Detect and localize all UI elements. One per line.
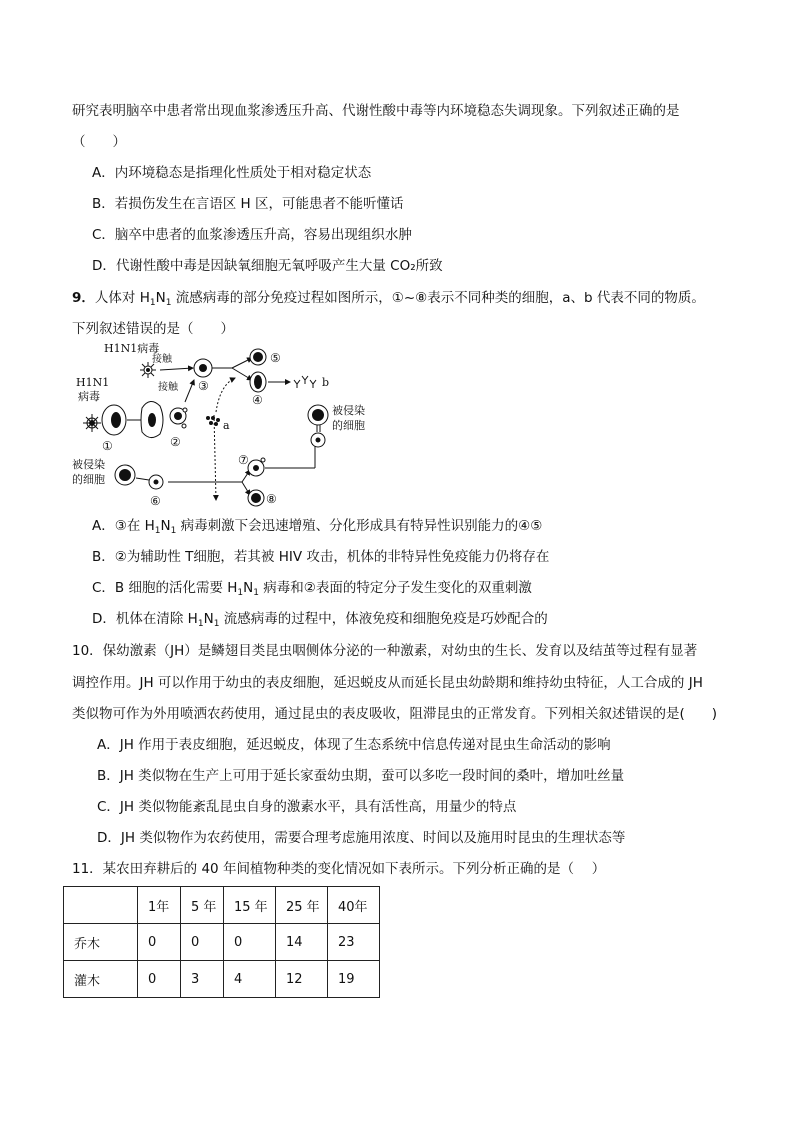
q9-option-d-p2: N <box>203 611 214 627</box>
cell-effector-icon <box>311 433 325 447</box>
table-cell: 12 <box>276 961 328 998</box>
q9-stem-line1 <box>72 288 705 308</box>
infected-cell-right-icon <box>308 405 328 425</box>
label-n6: ⑥ <box>150 494 161 508</box>
table-row <box>64 961 380 998</box>
table-cell: 0 <box>224 924 276 961</box>
q9-option-c-p3: 病毒和②表面的特定分子发生变化的双重刺激 <box>259 580 532 596</box>
q8-option-a: A．内环境稳态是指理化性质处于相对稳定状态 <box>92 165 372 181</box>
q9-stem-c: 流感病毒的部分免疫过程如图所示，①~⑧表示不同种类的细胞，a、b 代表不同的物质。 <box>171 290 705 306</box>
q9-option-c-sub1: 1 <box>237 588 244 598</box>
table-cell: 4 <box>224 961 276 998</box>
q9-option-a-p1: A．③在 H <box>92 518 155 534</box>
q11-stem: 11．某农田弃耕后的 40 年间植物种类的变化情况如下表所示。下列分析正确的是（ ） <box>72 861 606 877</box>
q9-option-a-p3: 病毒刺激下会迅速增殖、分化形成具有特异性识别能力的④⑤ <box>176 518 543 534</box>
q9-stem-b: N <box>155 290 166 306</box>
cell-1-icon <box>102 405 126 435</box>
table-header-cell: 15 年 <box>224 887 276 924</box>
table-cell: 23 <box>328 924 380 961</box>
label-b: b <box>322 376 330 389</box>
label-contact-1: 接触 <box>152 354 172 365</box>
label-virus-left-2: 病毒 <box>78 390 100 403</box>
q8-stem-line1: 研究表明脑卒中患者常出现血浆渗透压升高、代谢性酸中毒等内环境稳态失调现象。下列叙述正确的是 <box>72 103 680 119</box>
q9-option-a <box>92 516 542 536</box>
q9-option-a-sub2: 1 <box>170 526 177 536</box>
table-header-cell: 40年 <box>328 887 380 924</box>
q8-option-c: C．脑卒中患者的血浆渗透压升高，容易出现组织水肿 <box>92 227 412 243</box>
cell-4-icon <box>250 372 266 392</box>
q9-option-d-p1: D．机体在清除 H <box>92 611 198 627</box>
q9-option-c-p1: C．B 细胞的活化需要 H <box>92 580 238 596</box>
table-cell: 19 <box>328 961 380 998</box>
table-header-cell: 25 年 <box>276 887 328 924</box>
q9-stem-line2: 下列叙述错误的是（ ） <box>72 321 234 337</box>
label-virus-left-1: H1N1 <box>76 376 110 389</box>
virus-left-icon <box>83 414 101 432</box>
table-header-cell: 1年 <box>138 887 181 924</box>
substance-a-icon <box>206 416 220 426</box>
immune-process-diagram <box>70 340 400 510</box>
table-header-cell: 5 年 <box>181 887 224 924</box>
q10-option-c: C．JH 类似物能紊乱昆虫自身的激素水平，具有活性高，用量少的特点 <box>97 799 517 815</box>
q9-stem-a: 人体对 H <box>94 290 150 306</box>
q9-option-d-sub2: 1 <box>213 619 220 629</box>
label-infected-right-1: 被侵染 <box>332 404 365 417</box>
table-cell: 灌木 <box>64 961 138 998</box>
cell-7-icon <box>248 458 265 476</box>
label-n8: ⑧ <box>266 492 277 506</box>
q9-option-a-p2: N <box>160 518 171 534</box>
cell-helper-icon <box>141 401 163 437</box>
table-cell: 0 <box>138 924 181 961</box>
label-n1: ① <box>102 439 113 453</box>
label-n3: ③ <box>198 379 209 393</box>
table-header-row <box>64 887 380 924</box>
table-cell: 3 <box>181 961 224 998</box>
table-row <box>64 924 380 961</box>
label-n7: ⑦ <box>238 453 249 467</box>
q8-option-d: D．代谢性酸中毒是因缺氧细胞无氧呼吸产生大量 CO₂所致 <box>92 258 443 274</box>
q11-table <box>63 886 380 998</box>
table-cell: 乔木 <box>64 924 138 961</box>
q9-option-a-sub1: 1 <box>154 526 161 536</box>
table-cell: 0 <box>138 961 181 998</box>
q10-option-b: B．JH 类似物在生产上可用于延长家蚕幼虫期，蚕可以多吃一段时间的桑叶，增加吐丝量 <box>97 768 625 784</box>
antibody-b-icon <box>294 376 316 388</box>
q9-sub1: 1 <box>149 298 156 308</box>
q9-sub2: 1 <box>165 298 172 308</box>
q10-option-d: D．JH 类似物作为农药使用，需要合理考虑施用浓度、时间以及施用时昆虫的生理状态等 <box>97 830 626 846</box>
q9-option-c-sub2: 1 <box>253 588 259 598</box>
infected-cell-left-icon <box>115 465 135 485</box>
q10-stem-line3: 类似物可作为外用喷洒农药使用，通过昆虫的表皮吸收，阻滞昆虫的正常发育。下列相关叙述错误的是( ) <box>72 706 718 722</box>
table-cell: 0 <box>181 924 224 961</box>
label-virus-top: H1N1病毒 <box>104 342 160 355</box>
q9-option-d-sub1: 1 <box>197 619 204 629</box>
q8-stem-line2: （ ） <box>72 134 126 150</box>
cell-5-icon <box>250 349 266 365</box>
label-infected-left-1: 被侵染 <box>72 458 105 471</box>
q9-option-b: B．②为辅助性 T细胞，若其被 HIV 攻击，机体的非特异性免疫能力仍将存在 <box>92 549 550 565</box>
label-n5: ⑤ <box>270 351 281 365</box>
label-infected-right-2: 的细胞 <box>332 419 365 432</box>
label-n2: ② <box>170 435 181 449</box>
cell-6-icon <box>136 475 163 489</box>
label-infected-left-2: 的细胞 <box>72 473 105 486</box>
cell-2-icon <box>170 408 187 428</box>
table-header-cell <box>64 887 138 924</box>
q9-option-d <box>92 609 548 629</box>
q8-option-b: B．若损伤发生在言语区 H 区，可能患者不能听懂话 <box>92 196 404 212</box>
q9-option-d-p3: 流感病毒的过程中，体液免疫和细胞免疫是巧妙配合的 <box>219 611 548 627</box>
q9-option-c <box>92 578 532 598</box>
label-a: a <box>223 419 230 432</box>
q10-option-a: A．JH 作用于表皮细胞，延迟蜕皮，体现了生态系统中信息传递对昆虫生命活动的影响 <box>97 737 611 753</box>
label-contact-2: 接触 <box>158 382 178 393</box>
q10-stem-line1: 10．保幼激素（JH）是鳞翅目类昆虫咽侧体分泌的一种激素，对幼虫的生长、发育以及结茧等过程有显著 <box>72 643 698 659</box>
q9-number: 9． <box>72 290 95 306</box>
label-n4: ④ <box>252 393 263 407</box>
q9-option-c-p2: N <box>243 580 254 596</box>
cell-3-icon <box>194 359 212 377</box>
table-cell: 14 <box>276 924 328 961</box>
cell-8-icon <box>248 490 264 506</box>
q10-stem-line2: 调控作用。JH 可以作用于幼虫的表皮细胞，延迟蜕皮从而延长昆虫幼龄期和维持幼虫特征，人工合成的 JH <box>72 675 703 691</box>
